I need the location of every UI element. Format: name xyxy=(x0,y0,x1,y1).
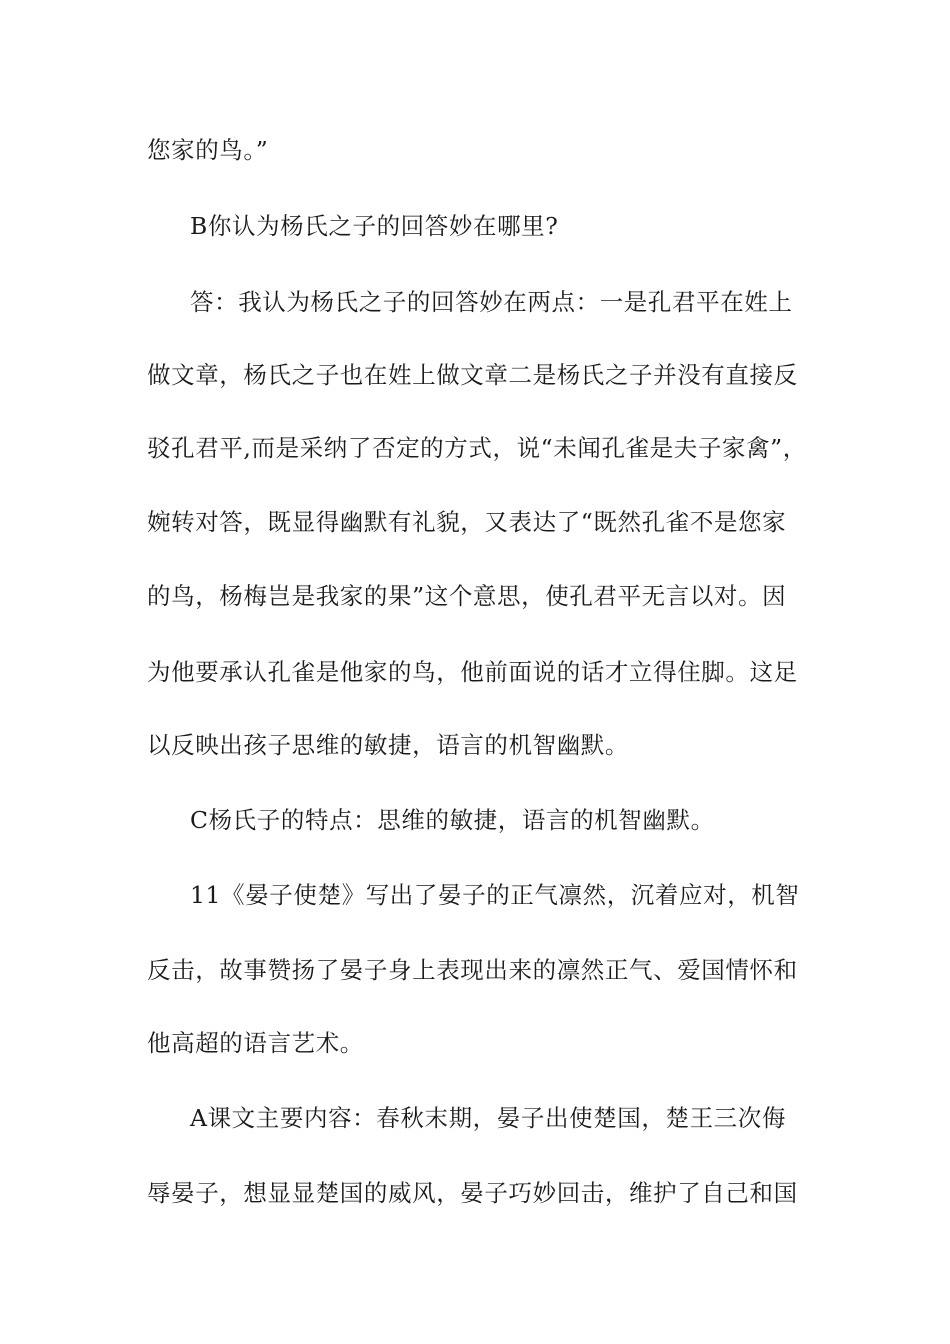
text-line: 做文章，杨氏之子也在姓上做文章二是杨氏之子并没有直接反 xyxy=(147,361,798,389)
text-line: C杨氏子的特点：思维的敏捷，语言的机智幽默。 xyxy=(190,806,715,834)
text-line: 反击，故事赞扬了晏子身上表现出来的凛然正气、爱国情怀和 xyxy=(147,956,798,984)
text-line: 答：我认为杨氏之子的回答妙在两点：一是孔君平在姓上 xyxy=(190,288,793,316)
text-line: A课文主要内容：春秋末期，晏子出使楚国，楚王三次侮 xyxy=(190,1104,786,1132)
text-line: 婉转对答，既显得幽默有礼貌，又表达了“既然孔雀不是您家 xyxy=(147,508,787,536)
text-line: B你认为杨氏之子的回答妙在哪里? xyxy=(190,212,559,240)
text-line: 的鸟，杨梅岂是我家的果”这个意思，使孔君平无言以对。因 xyxy=(147,582,787,610)
text-line: 辱晏子，想显显楚国的威风，晏子巧妙回击，维护了自己和国 xyxy=(147,1179,798,1207)
text-line: 他高超的语言艺术。 xyxy=(147,1029,364,1057)
text-line: 以反映出孩子思维的敏捷，语言的机智幽默。 xyxy=(147,731,629,759)
text-line: 驳孔君平,而是采纳了否定的方式，说“未闻孔雀是夫子家禽”， xyxy=(147,434,807,462)
text-line: 为他要承认孔雀是他家的鸟，他前面说的话才立得住脚。这足 xyxy=(147,658,798,686)
text-line: 11《晏子使楚》写出了晏子的正气凛然，沉着应对，机智 xyxy=(190,881,800,909)
text-line: 您家的鸟。” xyxy=(147,136,269,164)
